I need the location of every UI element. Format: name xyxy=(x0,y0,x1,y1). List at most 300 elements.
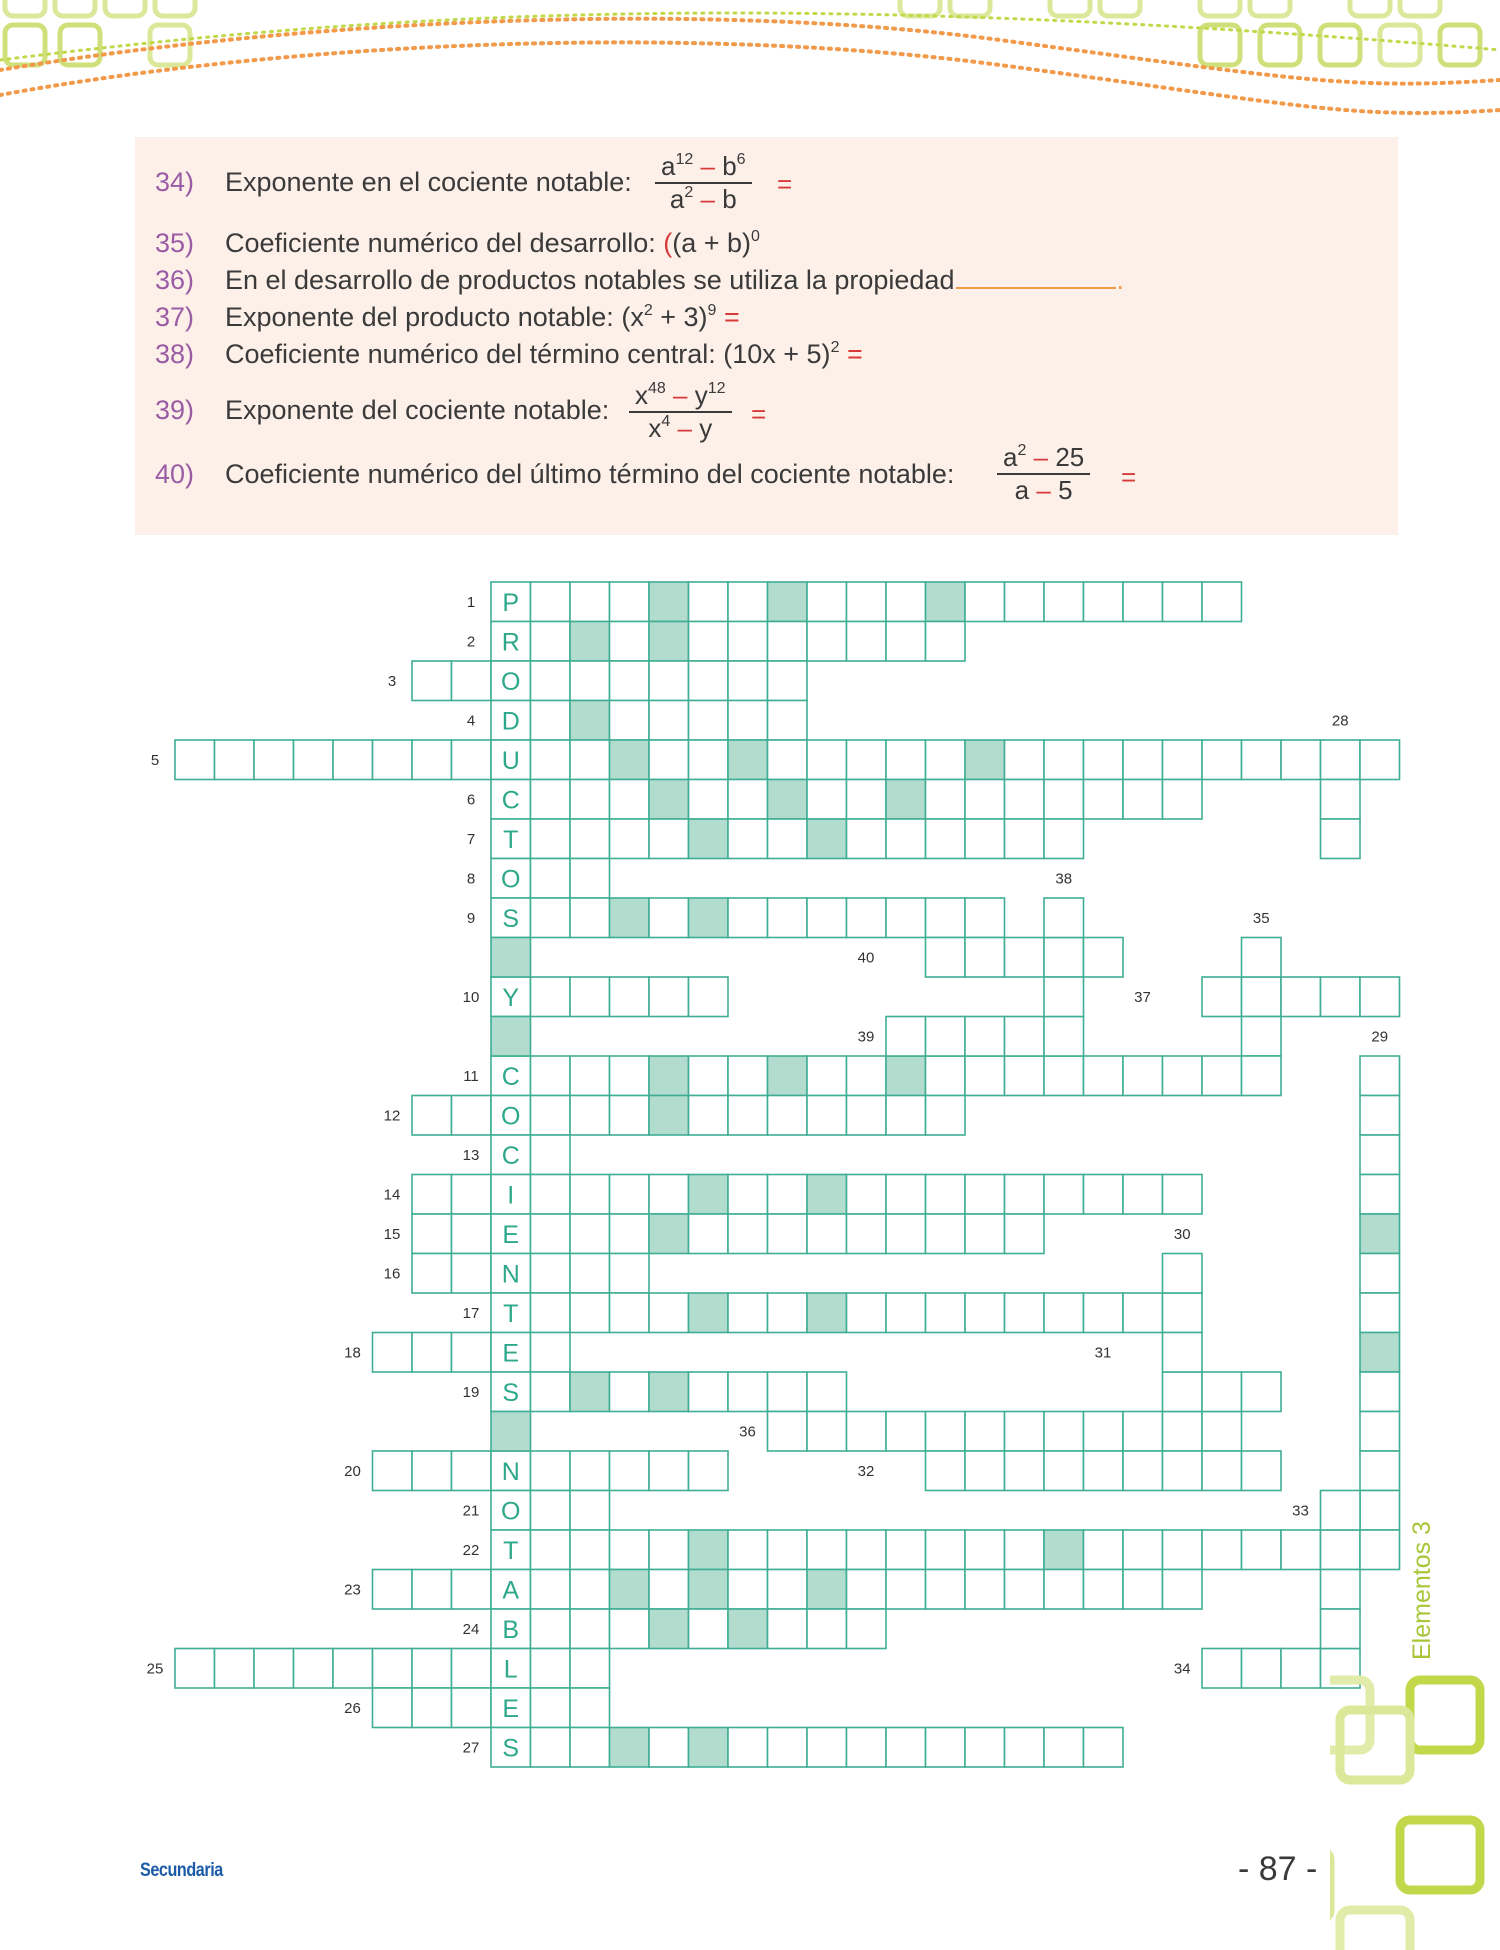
crossword-cell[interactable] xyxy=(649,898,689,938)
crossword-cell[interactable] xyxy=(452,1175,492,1215)
crossword-cell[interactable] xyxy=(1084,780,1124,820)
crossword-cell[interactable] xyxy=(1202,1530,1242,1570)
crossword-cell[interactable] xyxy=(1202,582,1242,622)
crossword-cell[interactable] xyxy=(491,622,531,662)
crossword-cell[interactable] xyxy=(768,1728,808,1768)
crossword-cell[interactable] xyxy=(1123,1056,1163,1096)
crossword-cell[interactable] xyxy=(768,622,808,662)
crossword-cell[interactable] xyxy=(1281,977,1321,1017)
crossword-cell[interactable] xyxy=(610,1293,650,1333)
crossword-cell[interactable] xyxy=(531,1491,571,1531)
crossword-cell[interactable] xyxy=(412,661,452,701)
crossword-cell[interactable] xyxy=(807,898,847,938)
crossword-cell[interactable] xyxy=(570,1530,610,1570)
crossword-cell[interactable] xyxy=(926,1017,966,1057)
crossword-cell[interactable] xyxy=(807,1609,847,1649)
crossword-cell[interactable] xyxy=(886,1214,926,1254)
crossword-cell[interactable] xyxy=(1281,1649,1321,1689)
crossword-cell[interactable] xyxy=(610,622,650,662)
crossword-cell[interactable] xyxy=(847,1293,887,1333)
crossword-cell[interactable] xyxy=(926,819,966,859)
crossword-cell[interactable] xyxy=(215,1649,255,1689)
crossword-cell[interactable] xyxy=(570,898,610,938)
crossword-cell[interactable] xyxy=(926,1056,966,1096)
crossword-cell[interactable] xyxy=(728,740,768,780)
crossword-cell[interactable] xyxy=(768,661,808,701)
crossword-cell[interactable] xyxy=(1044,1017,1084,1057)
crossword-cell[interactable] xyxy=(1005,1214,1045,1254)
crossword-cell[interactable] xyxy=(610,898,650,938)
crossword-cell[interactable] xyxy=(689,1214,729,1254)
crossword-cell[interactable] xyxy=(1163,1372,1203,1412)
crossword-cell[interactable] xyxy=(965,780,1005,820)
crossword-cell[interactable] xyxy=(412,1214,452,1254)
crossword-cell[interactable] xyxy=(531,819,571,859)
crossword-cell[interactable] xyxy=(649,1175,689,1215)
crossword-cell[interactable] xyxy=(649,1609,689,1649)
crossword-cell[interactable] xyxy=(1044,740,1084,780)
crossword-cell[interactable] xyxy=(1084,1530,1124,1570)
crossword-cell[interactable] xyxy=(1123,1175,1163,1215)
crossword-cell[interactable] xyxy=(926,1096,966,1136)
crossword-cell[interactable] xyxy=(1242,1372,1282,1412)
crossword-cell[interactable] xyxy=(531,740,571,780)
crossword-cell[interactable] xyxy=(886,898,926,938)
crossword-cell[interactable] xyxy=(728,898,768,938)
crossword-cell[interactable] xyxy=(768,701,808,741)
crossword-cell[interactable] xyxy=(610,1372,650,1412)
crossword-cell[interactable] xyxy=(531,1096,571,1136)
crossword-cell[interactable] xyxy=(689,1293,729,1333)
crossword-cell[interactable] xyxy=(649,1530,689,1570)
crossword-cell[interactable] xyxy=(965,1056,1005,1096)
crossword-cell[interactable] xyxy=(531,622,571,662)
crossword-cell[interactable] xyxy=(1044,1412,1084,1452)
crossword-cell[interactable] xyxy=(807,622,847,662)
crossword-cell[interactable] xyxy=(531,1175,571,1215)
crossword-cell[interactable] xyxy=(1044,819,1084,859)
crossword-cell[interactable] xyxy=(373,1688,413,1728)
crossword-cell[interactable] xyxy=(452,1214,492,1254)
crossword-cell[interactable] xyxy=(965,1017,1005,1057)
crossword-cell[interactable] xyxy=(531,1333,571,1373)
crossword-cell[interactable] xyxy=(175,740,215,780)
crossword-cell[interactable] xyxy=(1084,1293,1124,1333)
crossword-cell[interactable] xyxy=(570,661,610,701)
crossword-cell[interactable] xyxy=(1281,1530,1321,1570)
crossword-cell[interactable] xyxy=(689,819,729,859)
crossword-cell[interactable] xyxy=(1321,780,1361,820)
crossword-cell[interactable] xyxy=(1163,1293,1203,1333)
crossword-cell[interactable] xyxy=(1044,1570,1084,1610)
crossword-cell[interactable] xyxy=(1084,1412,1124,1452)
crossword-cell[interactable] xyxy=(531,1649,571,1689)
crossword-cell[interactable] xyxy=(886,1096,926,1136)
crossword-cell[interactable] xyxy=(689,1451,729,1491)
crossword-cell[interactable] xyxy=(847,740,887,780)
crossword-cell[interactable] xyxy=(412,1254,452,1294)
crossword-cell[interactable] xyxy=(847,780,887,820)
crossword-cell[interactable] xyxy=(807,740,847,780)
crossword-cell[interactable] xyxy=(1242,1056,1282,1096)
crossword-cell[interactable] xyxy=(1163,1254,1203,1294)
crossword-cell[interactable] xyxy=(373,1570,413,1610)
crossword-cell[interactable] xyxy=(491,1412,531,1452)
crossword-cell[interactable] xyxy=(491,1017,531,1057)
crossword-cell[interactable] xyxy=(728,819,768,859)
crossword-cell[interactable] xyxy=(1005,582,1045,622)
crossword-cell[interactable] xyxy=(610,1056,650,1096)
crossword-cell[interactable] xyxy=(491,1293,531,1333)
crossword-cell[interactable] xyxy=(610,740,650,780)
crossword-cell[interactable] xyxy=(531,1254,571,1294)
crossword-cell[interactable] xyxy=(610,1096,650,1136)
crossword-cell[interactable] xyxy=(491,582,531,622)
crossword-cell[interactable] xyxy=(1163,780,1203,820)
crossword-cell[interactable] xyxy=(649,1056,689,1096)
crossword-cell[interactable] xyxy=(491,1372,531,1412)
crossword-cell[interactable] xyxy=(926,582,966,622)
crossword-cell[interactable] xyxy=(570,1096,610,1136)
crossword-cell[interactable] xyxy=(847,1056,887,1096)
crossword-cell[interactable] xyxy=(610,1214,650,1254)
crossword-cell[interactable] xyxy=(649,1372,689,1412)
crossword-cell[interactable] xyxy=(1044,977,1084,1017)
crossword-cell[interactable] xyxy=(1084,1175,1124,1215)
crossword-cell[interactable] xyxy=(689,622,729,662)
crossword-cell[interactable] xyxy=(807,1056,847,1096)
crossword-cell[interactable] xyxy=(728,1056,768,1096)
crossword-cell[interactable] xyxy=(1321,819,1361,859)
crossword-cell[interactable] xyxy=(1123,1451,1163,1491)
crossword-cell[interactable] xyxy=(491,1649,531,1689)
crossword-cell[interactable] xyxy=(610,1570,650,1610)
crossword-cell[interactable] xyxy=(412,1688,452,1728)
crossword-cell[interactable] xyxy=(373,740,413,780)
crossword-cell[interactable] xyxy=(570,1570,610,1610)
crossword-cell[interactable] xyxy=(807,1412,847,1452)
crossword-cell[interactable] xyxy=(1084,740,1124,780)
crossword-cell[interactable] xyxy=(412,1096,452,1136)
crossword-cell[interactable] xyxy=(491,1175,531,1215)
crossword-cell[interactable] xyxy=(847,1570,887,1610)
crossword-cell[interactable] xyxy=(649,622,689,662)
crossword-cell[interactable] xyxy=(570,819,610,859)
crossword-cell[interactable] xyxy=(452,1254,492,1294)
crossword-cell[interactable] xyxy=(610,780,650,820)
crossword-cell[interactable] xyxy=(649,1096,689,1136)
crossword-cell[interactable] xyxy=(926,740,966,780)
crossword-cell[interactable] xyxy=(847,1530,887,1570)
crossword-cell[interactable] xyxy=(926,1175,966,1215)
crossword-cell[interactable] xyxy=(1360,1293,1400,1333)
crossword-cell[interactable] xyxy=(689,1175,729,1215)
crossword-cell[interactable] xyxy=(491,1096,531,1136)
crossword-cell[interactable] xyxy=(570,1254,610,1294)
crossword-cell[interactable] xyxy=(807,1096,847,1136)
crossword-cell[interactable] xyxy=(610,977,650,1017)
crossword-cell[interactable] xyxy=(175,1649,215,1689)
crossword-cell[interactable] xyxy=(926,898,966,938)
crossword-cell[interactable] xyxy=(1005,1728,1045,1768)
crossword-cell[interactable] xyxy=(1044,1530,1084,1570)
crossword-cell[interactable] xyxy=(531,1293,571,1333)
crossword-cell[interactable] xyxy=(1084,1728,1124,1768)
crossword-cell[interactable] xyxy=(1242,977,1282,1017)
crossword-cell[interactable] xyxy=(768,898,808,938)
crossword-cell[interactable] xyxy=(728,1214,768,1254)
crossword-cell[interactable] xyxy=(1163,1175,1203,1215)
crossword-cell[interactable] xyxy=(886,582,926,622)
crossword-cell[interactable] xyxy=(807,1570,847,1610)
crossword-cell[interactable] xyxy=(807,1372,847,1412)
crossword-cell[interactable] xyxy=(728,1728,768,1768)
crossword-cell[interactable] xyxy=(768,1570,808,1610)
crossword-cell[interactable] xyxy=(1242,740,1282,780)
crossword-cell[interactable] xyxy=(768,1530,808,1570)
crossword-cell[interactable] xyxy=(452,1688,492,1728)
crossword-cell[interactable] xyxy=(570,1372,610,1412)
crossword-cell[interactable] xyxy=(570,740,610,780)
crossword-cell[interactable] xyxy=(965,819,1005,859)
crossword-cell[interactable] xyxy=(926,1570,966,1610)
crossword-cell[interactable] xyxy=(1084,582,1124,622)
crossword-cell[interactable] xyxy=(847,898,887,938)
crossword-cell[interactable] xyxy=(491,1254,531,1294)
crossword-cell[interactable] xyxy=(491,1214,531,1254)
crossword-cell[interactable] xyxy=(531,701,571,741)
crossword-cell[interactable] xyxy=(570,1649,610,1689)
crossword-cell[interactable] xyxy=(926,1412,966,1452)
crossword-cell[interactable] xyxy=(649,1728,689,1768)
crossword-cell[interactable] xyxy=(807,819,847,859)
crossword-cell[interactable] xyxy=(412,1451,452,1491)
crossword-cell[interactable] xyxy=(768,819,808,859)
crossword-cell[interactable] xyxy=(412,1649,452,1689)
crossword-cell[interactable] xyxy=(491,819,531,859)
crossword-cell[interactable] xyxy=(965,1728,1005,1768)
crossword-cell[interactable] xyxy=(1005,938,1045,978)
crossword-cell[interactable] xyxy=(531,859,571,899)
crossword-cell[interactable] xyxy=(1123,1412,1163,1452)
crossword-cell[interactable] xyxy=(531,661,571,701)
crossword-cell[interactable] xyxy=(768,1293,808,1333)
crossword-cell[interactable] xyxy=(1163,582,1203,622)
crossword-cell[interactable] xyxy=(886,1175,926,1215)
crossword-cell[interactable] xyxy=(1005,1056,1045,1096)
crossword-cell[interactable] xyxy=(807,1530,847,1570)
crossword-cell[interactable] xyxy=(886,1293,926,1333)
crossword-cell[interactable] xyxy=(965,898,1005,938)
crossword-cell[interactable] xyxy=(886,1728,926,1768)
crossword-cell[interactable] xyxy=(491,701,531,741)
crossword-cell[interactable] xyxy=(1163,1451,1203,1491)
crossword-cell[interactable] xyxy=(965,1412,1005,1452)
crossword-cell[interactable] xyxy=(768,780,808,820)
crossword-cell[interactable] xyxy=(610,1254,650,1294)
crossword-cell[interactable] xyxy=(689,780,729,820)
crossword-cell[interactable] xyxy=(570,780,610,820)
crossword-cell[interactable] xyxy=(926,1293,966,1333)
crossword-cell[interactable] xyxy=(1360,1135,1400,1175)
crossword-cell[interactable] xyxy=(610,701,650,741)
crossword-cell[interactable] xyxy=(1123,740,1163,780)
crossword-cell[interactable] xyxy=(570,1491,610,1531)
crossword-cell[interactable] xyxy=(491,859,531,899)
crossword-cell[interactable] xyxy=(1360,1333,1400,1373)
crossword-cell[interactable] xyxy=(491,1056,531,1096)
crossword-cell[interactable] xyxy=(491,898,531,938)
crossword-cell[interactable] xyxy=(728,701,768,741)
crossword-cell[interactable] xyxy=(886,1570,926,1610)
crossword-cell[interactable] xyxy=(491,1609,531,1649)
crossword-cell[interactable] xyxy=(768,1056,808,1096)
crossword-cell[interactable] xyxy=(1202,1056,1242,1096)
crossword-cell[interactable] xyxy=(1044,1175,1084,1215)
crossword-cell[interactable] xyxy=(1044,1451,1084,1491)
crossword-cell[interactable] xyxy=(649,661,689,701)
crossword-cell[interactable] xyxy=(689,1096,729,1136)
crossword-cell[interactable] xyxy=(728,1293,768,1333)
crossword-cell[interactable] xyxy=(965,1293,1005,1333)
crossword-cell[interactable] xyxy=(570,1609,610,1649)
crossword-cell[interactable] xyxy=(531,1688,571,1728)
crossword-cell[interactable] xyxy=(807,1214,847,1254)
crossword-cell[interactable] xyxy=(926,1214,966,1254)
crossword-cell[interactable] xyxy=(728,582,768,622)
crossword-cell[interactable] xyxy=(689,1609,729,1649)
crossword-cell[interactable] xyxy=(491,1530,531,1570)
crossword-cell[interactable] xyxy=(1044,780,1084,820)
crossword-cell[interactable] xyxy=(649,582,689,622)
crossword-cell[interactable] xyxy=(926,1530,966,1570)
crossword-cell[interactable] xyxy=(452,1451,492,1491)
crossword-cell[interactable] xyxy=(689,1372,729,1412)
crossword-cell[interactable] xyxy=(689,898,729,938)
crossword-cell[interactable] xyxy=(1044,1056,1084,1096)
crossword-cell[interactable] xyxy=(807,780,847,820)
crossword-cell[interactable] xyxy=(491,977,531,1017)
crossword-cell[interactable] xyxy=(215,740,255,780)
crossword-cell[interactable] xyxy=(1360,1254,1400,1294)
crossword-cell[interactable] xyxy=(491,1135,531,1175)
crossword-cell[interactable] xyxy=(689,1530,729,1570)
crossword-cell[interactable] xyxy=(965,1570,1005,1610)
crossword-cell[interactable] xyxy=(570,1056,610,1096)
crossword-cell[interactable] xyxy=(1044,1293,1084,1333)
crossword-cell[interactable] xyxy=(1123,1570,1163,1610)
crossword-cell[interactable] xyxy=(412,740,452,780)
crossword-cell[interactable] xyxy=(531,1056,571,1096)
crossword-cell[interactable] xyxy=(570,1451,610,1491)
crossword-cell[interactable] xyxy=(452,1096,492,1136)
crossword-cell[interactable] xyxy=(649,780,689,820)
crossword-cell[interactable] xyxy=(294,1649,334,1689)
crossword-cell[interactable] xyxy=(610,661,650,701)
crossword-cell[interactable] xyxy=(728,1609,768,1649)
crossword-cell[interactable] xyxy=(1242,1649,1282,1689)
crossword-cell[interactable] xyxy=(728,780,768,820)
crossword-cell[interactable] xyxy=(886,1412,926,1452)
crossword-cell[interactable] xyxy=(531,780,571,820)
crossword-cell[interactable] xyxy=(649,977,689,1017)
crossword-cell[interactable] xyxy=(689,582,729,622)
crossword-cell[interactable] xyxy=(373,1333,413,1373)
crossword-cell[interactable] xyxy=(531,1214,571,1254)
crossword-cell[interactable] xyxy=(531,1372,571,1412)
crossword-cell[interactable] xyxy=(1123,582,1163,622)
crossword-cell[interactable] xyxy=(649,1451,689,1491)
crossword-cell[interactable] xyxy=(847,1728,887,1768)
crossword-cell[interactable] xyxy=(1242,1530,1282,1570)
crossword-cell[interactable] xyxy=(1360,1214,1400,1254)
crossword-cell[interactable] xyxy=(570,582,610,622)
crossword-cell[interactable] xyxy=(689,701,729,741)
crossword-cell[interactable] xyxy=(531,898,571,938)
crossword-cell[interactable] xyxy=(531,1609,571,1649)
crossword-cell[interactable] xyxy=(610,1175,650,1215)
crossword-cell[interactable] xyxy=(531,582,571,622)
crossword-cell[interactable] xyxy=(1360,1175,1400,1215)
crossword-cell[interactable] xyxy=(886,819,926,859)
crossword-cell[interactable] xyxy=(570,622,610,662)
crossword-cell[interactable] xyxy=(254,1649,294,1689)
crossword-cell[interactable] xyxy=(1123,1530,1163,1570)
crossword-cell[interactable] xyxy=(1202,740,1242,780)
crossword-cell[interactable] xyxy=(1005,780,1045,820)
crossword-cell[interactable] xyxy=(412,1570,452,1610)
crossword-cell[interactable] xyxy=(491,1688,531,1728)
crossword-cell[interactable] xyxy=(1044,1728,1084,1768)
crossword-cell[interactable] xyxy=(649,740,689,780)
crossword-cell[interactable] xyxy=(412,1333,452,1373)
crossword-cell[interactable] xyxy=(1163,740,1203,780)
crossword-cell[interactable] xyxy=(1242,1451,1282,1491)
crossword-cell[interactable] xyxy=(807,1293,847,1333)
crossword-cell[interactable] xyxy=(570,1293,610,1333)
crossword-cell[interactable] xyxy=(333,740,373,780)
crossword-cell[interactable] xyxy=(1360,1412,1400,1452)
crossword-cell[interactable] xyxy=(1005,819,1045,859)
crossword-cell[interactable] xyxy=(689,977,729,1017)
crossword-cell[interactable] xyxy=(610,819,650,859)
crossword-cell[interactable] xyxy=(254,740,294,780)
crossword-cell[interactable] xyxy=(847,1609,887,1649)
crossword-cell[interactable] xyxy=(1360,977,1400,1017)
crossword-cell[interactable] xyxy=(1281,740,1321,780)
crossword-cell[interactable] xyxy=(531,977,571,1017)
crossword-cell[interactable] xyxy=(570,1175,610,1215)
crossword-cell[interactable] xyxy=(531,1530,571,1570)
crossword-cell[interactable] xyxy=(807,582,847,622)
crossword-cell[interactable] xyxy=(1005,1175,1045,1215)
crossword-cell[interactable] xyxy=(1242,1017,1282,1057)
crossword-cell[interactable] xyxy=(1163,1056,1203,1096)
crossword-cell[interactable] xyxy=(886,1017,926,1057)
crossword-cell[interactable] xyxy=(1084,1451,1124,1491)
crossword-cell[interactable] xyxy=(1084,1056,1124,1096)
crossword-cell[interactable] xyxy=(926,622,966,662)
crossword-cell[interactable] xyxy=(1321,977,1361,1017)
crossword-cell[interactable] xyxy=(1044,898,1084,938)
crossword-cell[interactable] xyxy=(768,1175,808,1215)
crossword-cell[interactable] xyxy=(1242,938,1282,978)
crossword-cell[interactable] xyxy=(452,1649,492,1689)
crossword-cell[interactable] xyxy=(452,1333,492,1373)
crossword-cell[interactable] xyxy=(1005,1017,1045,1057)
crossword-cell[interactable] xyxy=(1202,1451,1242,1491)
crossword-cell[interactable] xyxy=(491,1570,531,1610)
